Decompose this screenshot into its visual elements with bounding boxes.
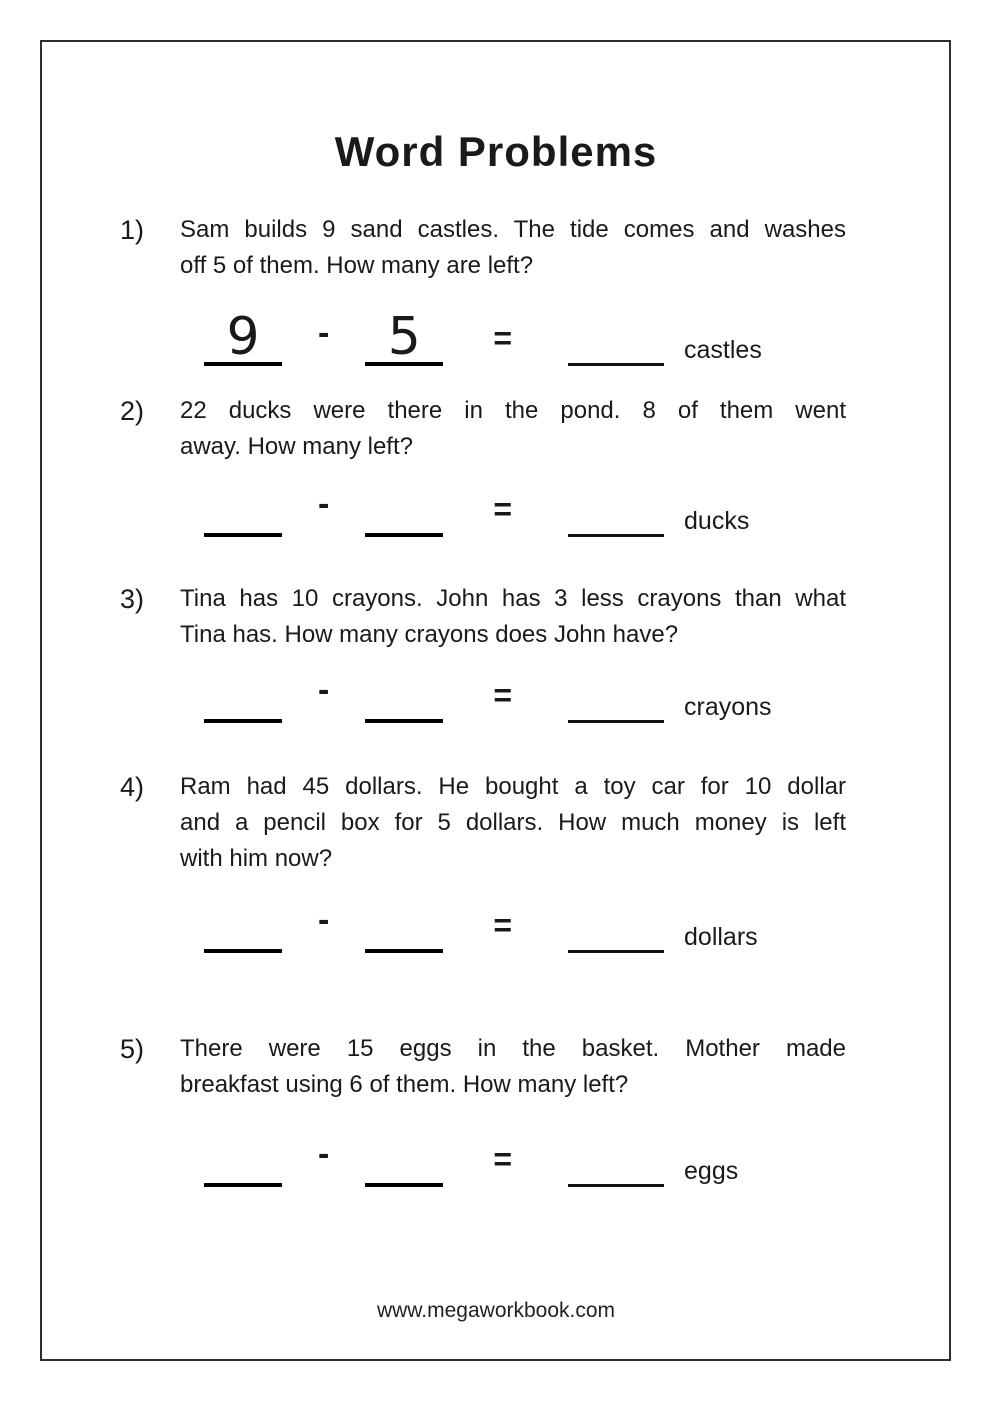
unit-label: dollars [684,923,758,951]
operand2-blank[interactable] [365,663,443,723]
answer-blank[interactable] [568,1127,664,1187]
problem-text-line: Ram had 45 dollars. He bought a toy car for 10 dollar [180,773,846,800]
operand1-blank[interactable] [204,663,282,723]
answer-blank[interactable] [568,477,664,537]
equation-row [204,477,846,537]
minus-sign: - [318,671,330,709]
minus-sign: - [318,314,330,352]
problem-number: 2) [120,396,145,426]
problem-text-line: 22 ducks were there in the pond. 8 of them went [180,397,846,424]
problems-list [120,212,846,1187]
problem-body [180,212,846,366]
problem-text-line: Tina has 10 crayons. John has 3 less crayons than what [180,585,846,612]
answer-blank[interactable] [568,663,664,723]
problem-text-line: There were 15 eggs in the basket. Mother made [180,1035,846,1062]
answer-blank[interactable] [568,306,664,366]
operand1-blank[interactable] [204,477,282,537]
problem-4 [120,769,846,953]
page-title: Word Problems [334,128,658,175]
problem-text-line: Tina has. How many crayons does John have? [180,621,679,648]
operand1-blank[interactable] [204,893,282,953]
equals-sign: = [493,491,513,527]
minus-sign: - [318,901,330,939]
equals-sign: = [493,677,513,713]
minus-sign: - [318,485,330,523]
footer-site-text: www.megaworkbook.com [376,1299,616,1322]
operand2-value: 5 [387,306,421,367]
problem-2 [120,393,846,537]
problem-text-line: with him now? [180,845,333,872]
problem-3 [120,581,846,723]
equation-row [204,1127,846,1187]
page-content [40,40,952,1187]
problem-number: 4) [120,772,145,802]
operand2-blank[interactable] [365,477,443,537]
problem-number: 1) [120,215,145,245]
operand2-blank[interactable] [365,1127,443,1187]
equals-sign: = [493,320,513,356]
problem-text-line: Sam builds 9 sand castles. The tide comes and washes [180,216,846,243]
problem-1 [120,212,846,366]
problem-body [180,581,846,723]
operand1-value: 9 [226,306,260,367]
unit-label: castles [684,336,762,364]
operand2-blank[interactable] [365,893,443,953]
operand1-blank[interactable] [204,1127,282,1187]
equation-row [204,663,846,723]
equals-sign: = [493,1141,513,1177]
equals-sign: = [493,907,513,943]
problem-body [180,769,846,953]
unit-label: ducks [684,507,750,535]
answer-blank[interactable] [568,893,664,953]
unit-label: eggs [684,1157,739,1185]
equation-row [204,306,846,366]
operand1-blank[interactable] [204,306,282,366]
unit-label: crayons [684,693,772,721]
problem-body [180,1031,846,1187]
problem-text-line: away. How many left? [180,433,413,460]
problem-number: 5) [120,1034,145,1064]
problem-text-line: breakfast using 6 of them. How many left? [180,1071,629,1098]
minus-sign: - [318,1135,330,1173]
problem-body [180,393,846,537]
equation-row [204,893,846,953]
problem-5 [120,1031,846,1187]
problem-number: 3) [120,584,145,614]
problem-text-line: off 5 of them. How many are left? [180,252,534,279]
problem-text-line: and a pencil box for 5 dollars. How much money is left [180,809,846,836]
operand2-blank[interactable] [365,306,443,366]
